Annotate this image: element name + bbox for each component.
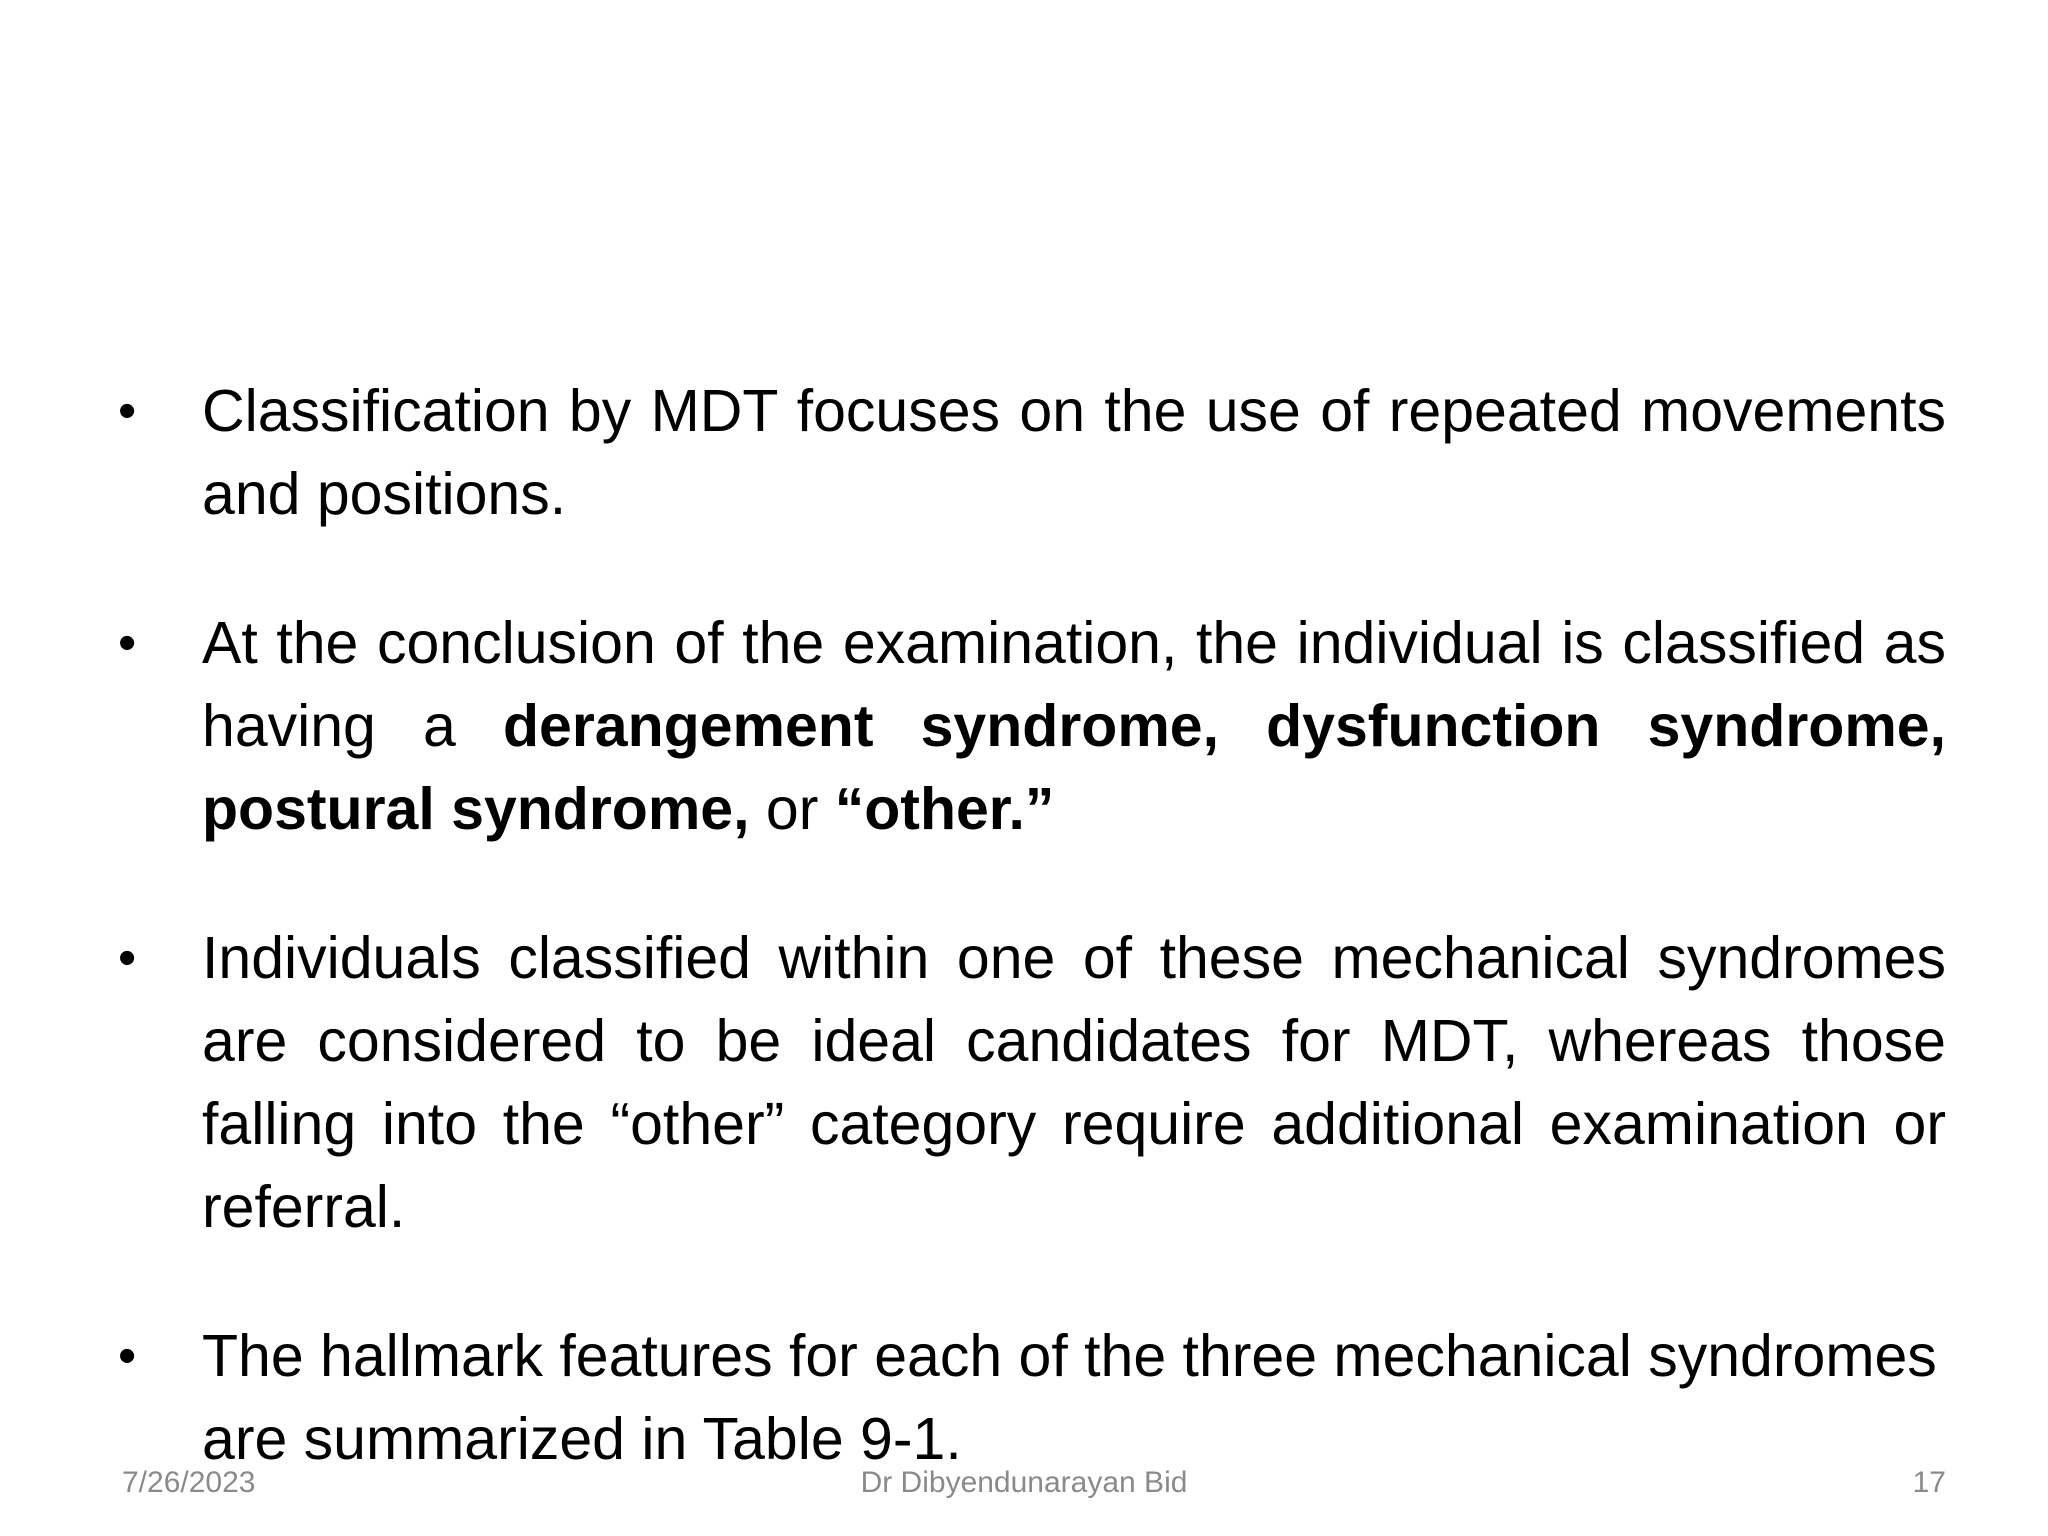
- bullet-emphasis-syndromes: derangement syndrome, dysfunction syndrome, postural syndrome,: [202, 693, 1946, 842]
- bullet-item-2: [118, 602, 1946, 851]
- bullet-text: At the conclusion of the examination, the individual is classified as having a: [202, 610, 1946, 759]
- bullet-emphasis-other: “other.”: [834, 776, 1055, 842]
- bullet-item-4: [118, 1315, 1946, 1481]
- bullet-text: Individuals classified within one of these mechanical syndromes are considered to be ideal candidates for MDT, whereas those falling into the “other” category require additional examination or referral.: [202, 925, 1946, 1240]
- bullet-item-3: [118, 917, 1946, 1249]
- bullet-icon: •: [118, 382, 137, 440]
- bullet-icon: •: [118, 1327, 137, 1385]
- slide-body: [118, 370, 1946, 1481]
- footer-author: Dr Dibyendunarayan Bid: [860, 1466, 1188, 1499]
- bullet-item-1: [118, 370, 1946, 536]
- bullet-text-connector: or: [749, 776, 835, 842]
- bullet-icon: •: [118, 614, 137, 672]
- footer-page-number: 17: [1912, 1466, 1946, 1499]
- bullet-icon: •: [118, 929, 137, 987]
- footer-date: 7/26/2023: [122, 1466, 256, 1499]
- bullet-text: Classification by MDT focuses on the use of repeated movements and positions.: [202, 378, 1946, 527]
- bullet-text: The hallmark features for each of the three mechanical syndromes are summarized in Table 9-1.: [202, 1323, 1937, 1472]
